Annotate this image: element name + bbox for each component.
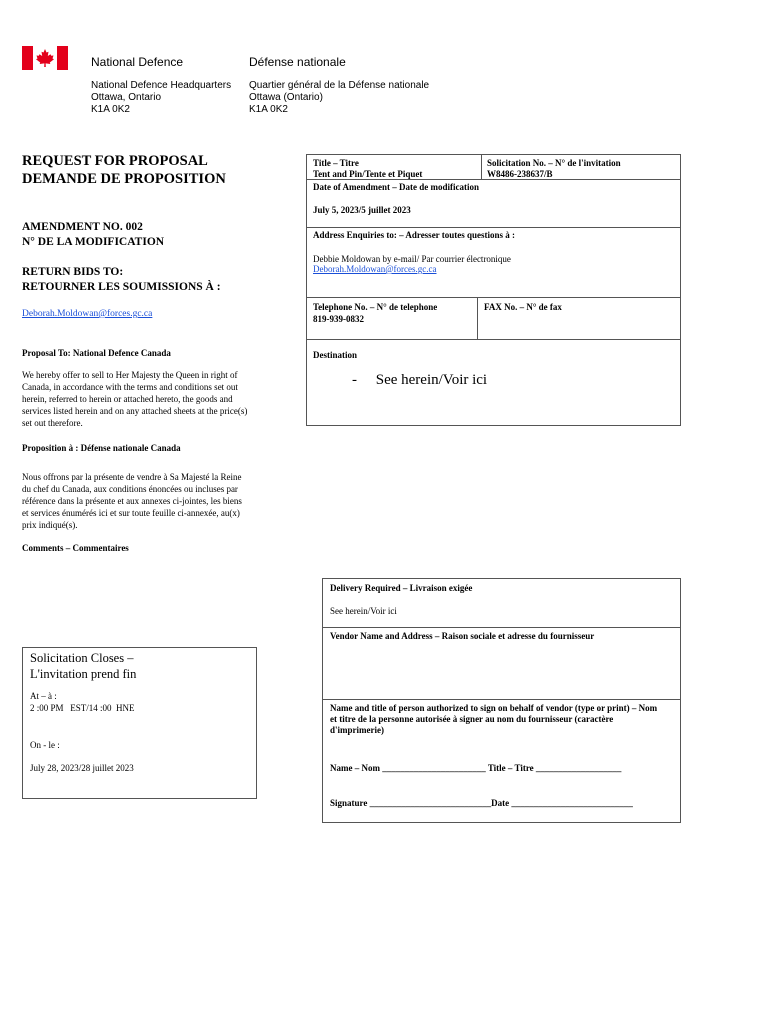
proposition-label: Proposition à : Défense nationale Canada [22, 443, 181, 453]
divider [477, 298, 478, 339]
department-name-fr: Défense nationale [249, 55, 346, 69]
return-bids-email-link[interactable]: Deborah.Moldowan@forces.gc.ca [22, 309, 153, 319]
signature-date-line[interactable]: Signature ___________________________Date ___________________________ [330, 798, 633, 808]
fax-label: FAX No. – N° de fax [484, 302, 562, 312]
telephone-value: 819-939-0832 [313, 314, 364, 324]
amendment-number: AMENDMENT NO. 002 N° DE LA MODIFICATION [22, 221, 165, 248]
divider [307, 339, 680, 340]
solicitation-closes-title: Solicitation Closes – L'invitation prend fin [30, 651, 137, 681]
closes-at-label: At – à : [30, 691, 57, 701]
address-en: National Defence Headquarters Ottawa, Ontario K1A 0K2 [91, 80, 232, 115]
destination-value: - See herein/Voir ici [352, 372, 488, 388]
closing-date: July 28, 2023/28 juillet 2023 [30, 763, 134, 773]
enquiries-contact: Debbie Moldowan by e-mail/ Par courrier électronique [313, 254, 511, 264]
delivery-required-value: See herein/Voir ici [330, 606, 397, 616]
title-value: Tent and Pin/Tente et Piquet [313, 169, 423, 179]
return-bids-heading: RETURN BIDS TO: RETOURNER LES SOUMISSIONS À : [22, 266, 221, 293]
proposition-text: Nous offrons par la présente de vendre à Sa Majesté la Reine du chef du Canada, aux conditions énoncées ou incluses par référence dans la présente et aux annexes ci-jointes, les biens et services énumérés ici et sur toute feuille ci-annexée, au(x) prix indiqué(s). [22, 472, 242, 530]
comments-label: Comments – Commentaires [22, 543, 129, 553]
enquiries-email-link[interactable]: Deborah.Moldowan@forces.gc.ca [313, 264, 437, 274]
proposal-text: We hereby offer to sell to Her Majesty the Queen in right of Canada, in accordance with the terms and conditions set out herein, referred to herein or attached hereto, the goods and services listed herein and on any attached sheets at the price(s) set out therefore. [22, 370, 248, 428]
divider [323, 699, 680, 700]
divider [481, 155, 482, 179]
title-label: Title – Titre [313, 158, 359, 168]
solicitation-number-label: Solicitation No. – N° de l'invitation [487, 158, 621, 168]
authorized-person-label: Name and title of person authorized to sign on behalf of vendor (type or print) – Nom et titre de la personne autorisée à signer au nom du fournisseur (caractère d'imprimerie) [330, 703, 658, 735]
closing-time: 2 :00 PM EST/14 :00 HNE [30, 703, 135, 713]
canada-flag-icon [22, 46, 68, 70]
divider [307, 297, 680, 298]
address-fr: Quartier général de la Défense nationale Ottawa (Ontario) K1A 0K2 [249, 80, 430, 115]
divider [323, 627, 680, 628]
closes-on-label: On - le : [30, 740, 60, 750]
destination-label: Destination [313, 350, 358, 360]
enquiries-label: Address Enquiries to: – Adresser toutes questions à : [313, 230, 516, 240]
amendment-date-label: Date of Amendment – Date de modification [313, 182, 479, 192]
proposal-to-label: Proposal To: National Defence Canada [22, 348, 171, 358]
amendment-date-value: July 5, 2023/5 juillet 2023 [313, 205, 411, 215]
delivery-required-label: Delivery Required – Livraison exigée [330, 583, 473, 593]
telephone-label: Telephone No. – N° de telephone [313, 302, 438, 312]
document-title: REQUEST FOR PROPOSAL DEMANDE DE PROPOSITION [22, 153, 226, 187]
vendor-name-address-label: Vendor Name and Address – Raison sociale et adresse du fournisseur [330, 631, 595, 641]
department-name-en: National Defence [91, 55, 184, 69]
name-title-line[interactable]: Name – Nom _______________________ Title – Titre ___________________ [330, 763, 622, 773]
divider [307, 227, 680, 228]
solicitation-number-value: W8486-238637/B [487, 169, 553, 179]
